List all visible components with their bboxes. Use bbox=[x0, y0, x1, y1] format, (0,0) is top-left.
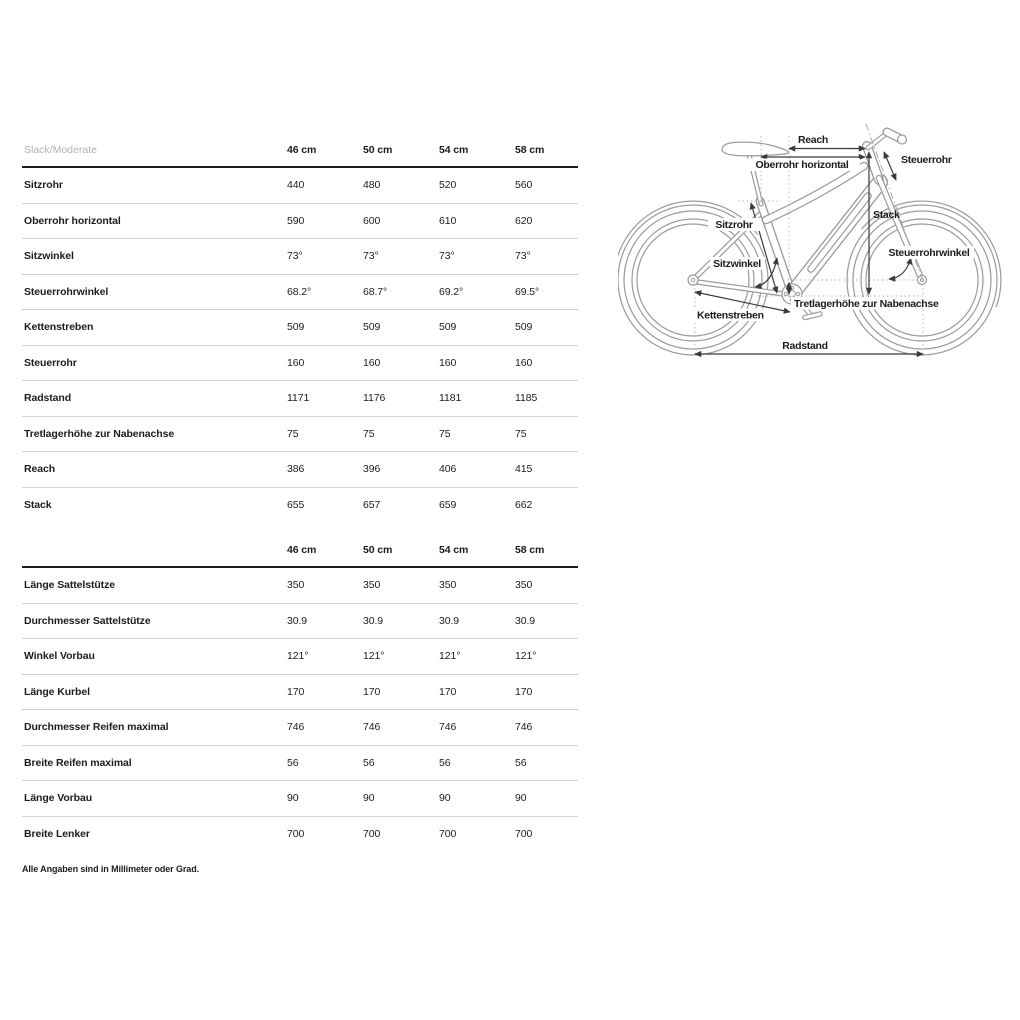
row-value: 600 bbox=[363, 214, 381, 227]
table-row bbox=[22, 239, 578, 275]
table-row bbox=[22, 310, 578, 346]
table-row bbox=[22, 639, 578, 675]
row-value: 75 bbox=[287, 427, 299, 440]
row-label: Kettenstreben bbox=[24, 321, 94, 334]
saddle-drawing bbox=[722, 142, 788, 156]
row-label: Länge Sattelstütze bbox=[24, 579, 115, 592]
row-value: 509 bbox=[439, 321, 457, 334]
row-value: 662 bbox=[515, 499, 533, 512]
oberrohr-label: Oberrohr horizontal bbox=[755, 159, 849, 171]
table-row bbox=[22, 452, 578, 488]
kettenstreben-label: Kettenstreben bbox=[697, 309, 764, 322]
row-value: 700 bbox=[515, 828, 533, 841]
size-header: 58 cm bbox=[515, 543, 545, 556]
size-header: 58 cm bbox=[515, 143, 545, 156]
row-value: 73° bbox=[363, 250, 379, 263]
tretlagerhoehe-label: Tretlagerhöhe zur Nabenachse bbox=[794, 298, 939, 310]
row-value: 170 bbox=[287, 685, 305, 698]
row-value: 75 bbox=[515, 427, 527, 440]
steuerrohr-arrow bbox=[884, 152, 896, 180]
row-label: Reach bbox=[24, 463, 56, 476]
row-value: 30.9 bbox=[287, 614, 308, 627]
table-row bbox=[22, 381, 578, 417]
table-row bbox=[22, 488, 578, 524]
row-label: Breite Reifen maximal bbox=[24, 756, 132, 769]
row-label: Tretlagerhöhe zur Nabenachse bbox=[24, 427, 175, 440]
row-value: 170 bbox=[439, 685, 457, 698]
stack-label: Stack bbox=[873, 209, 900, 221]
row-value: 1185 bbox=[515, 392, 538, 405]
row-value: 56 bbox=[287, 756, 299, 769]
size-header: 54 cm bbox=[439, 543, 469, 556]
table-row bbox=[22, 675, 578, 711]
handlebar-drawing bbox=[868, 132, 907, 148]
row-label: Steuerrohrwinkel bbox=[24, 285, 109, 298]
table-row bbox=[22, 275, 578, 311]
row-label: Sitzrohr bbox=[24, 179, 63, 192]
row-value: 56 bbox=[363, 756, 375, 769]
row-value: 655 bbox=[287, 499, 305, 512]
row-value: 68.2° bbox=[287, 285, 312, 298]
sitzwinkel-label: Sitzwinkel bbox=[713, 258, 761, 270]
row-value: 30.9 bbox=[439, 614, 460, 627]
row-label: Winkel Vorbau bbox=[24, 650, 95, 663]
table-row bbox=[22, 710, 578, 746]
size-header: 46 cm bbox=[287, 543, 317, 556]
row-label: Steuerrohr bbox=[24, 356, 77, 369]
components-table bbox=[22, 533, 578, 852]
row-value: 350 bbox=[439, 579, 457, 592]
row-value: 160 bbox=[287, 356, 305, 369]
row-label: Durchmesser Reifen maximal bbox=[24, 721, 169, 734]
row-value: 73° bbox=[439, 250, 455, 263]
row-label: Durchmesser Sattelstütze bbox=[24, 614, 151, 627]
row-value: 415 bbox=[515, 463, 533, 476]
row-label: Breite Lenker bbox=[24, 828, 90, 841]
row-value: 69.2° bbox=[439, 285, 464, 298]
row-value: 121° bbox=[439, 650, 461, 663]
size-header: 50 cm bbox=[363, 143, 393, 156]
row-value: 69.5° bbox=[515, 285, 540, 298]
size-header: 50 cm bbox=[363, 543, 393, 556]
row-value: 396 bbox=[363, 463, 381, 476]
row-value: 121° bbox=[515, 650, 537, 663]
row-value: 73° bbox=[515, 250, 531, 263]
table-row bbox=[22, 568, 578, 604]
row-value: 75 bbox=[363, 427, 375, 440]
row-value: 73° bbox=[287, 250, 303, 263]
row-value: 700 bbox=[439, 828, 457, 841]
row-label: Länge Vorbau bbox=[24, 792, 93, 805]
row-value: 121° bbox=[363, 650, 385, 663]
row-value: 520 bbox=[439, 179, 457, 192]
size-header: 54 cm bbox=[439, 143, 469, 156]
row-value: 90 bbox=[515, 792, 527, 805]
row-value: 121° bbox=[287, 650, 309, 663]
row-label: Sitzwinkel bbox=[24, 250, 74, 263]
row-value: 590 bbox=[287, 214, 305, 227]
steuerrohr-label: Steuerrohr bbox=[901, 154, 952, 166]
row-value: 620 bbox=[515, 214, 533, 227]
row-value: 509 bbox=[287, 321, 305, 334]
variant-label: Slack/Moderate bbox=[24, 143, 97, 156]
row-value: 160 bbox=[439, 356, 457, 369]
row-value: 509 bbox=[515, 321, 533, 334]
bike-geometry-diagram bbox=[618, 106, 1020, 368]
row-value: 160 bbox=[515, 356, 533, 369]
row-value: 509 bbox=[363, 321, 381, 334]
table-row bbox=[22, 346, 578, 382]
geometry-table-header bbox=[22, 133, 578, 168]
row-value: 350 bbox=[515, 579, 533, 592]
units-footnote: Alle Angaben sind in Millimeter oder Grad. bbox=[22, 864, 199, 874]
row-value: 56 bbox=[439, 756, 451, 769]
table-row bbox=[22, 604, 578, 640]
row-value: 170 bbox=[363, 685, 381, 698]
row-value: 75 bbox=[439, 427, 451, 440]
row-value: 90 bbox=[363, 792, 375, 805]
row-value: 1181 bbox=[439, 392, 462, 405]
table-row bbox=[22, 817, 578, 853]
row-value: 350 bbox=[363, 579, 381, 592]
table-row bbox=[22, 746, 578, 782]
sitzrohr-label: Sitzrohr bbox=[715, 219, 753, 231]
row-value: 160 bbox=[363, 356, 381, 369]
row-value: 56 bbox=[515, 756, 527, 769]
table-row bbox=[22, 204, 578, 240]
steuerrohrwinkel-label: Steuerrohrwinkel bbox=[888, 247, 970, 259]
table-row bbox=[22, 168, 578, 204]
row-value: 440 bbox=[287, 179, 305, 192]
radstand-label: Radstand bbox=[782, 340, 828, 352]
row-value: 406 bbox=[439, 463, 457, 476]
row-value: 657 bbox=[363, 499, 381, 512]
row-value: 659 bbox=[439, 499, 457, 512]
row-value: 386 bbox=[287, 463, 305, 476]
reach-label: Reach bbox=[797, 134, 829, 146]
row-value: 746 bbox=[439, 721, 457, 734]
table-row bbox=[22, 781, 578, 817]
row-value: 30.9 bbox=[363, 614, 384, 627]
row-value: 1176 bbox=[363, 392, 386, 405]
row-value: 610 bbox=[439, 214, 457, 227]
row-value: 560 bbox=[515, 179, 533, 192]
row-value: 746 bbox=[515, 721, 533, 734]
table-row bbox=[22, 417, 578, 453]
components-table-header bbox=[22, 533, 578, 568]
row-value: 68.7° bbox=[363, 285, 388, 298]
row-value: 1171 bbox=[287, 392, 310, 405]
row-value: 170 bbox=[515, 685, 533, 698]
row-value: 90 bbox=[287, 792, 299, 805]
row-value: 746 bbox=[287, 721, 305, 734]
row-value: 480 bbox=[363, 179, 381, 192]
steuerrohrwinkel-arc bbox=[889, 258, 911, 279]
row-value: 350 bbox=[287, 579, 305, 592]
row-label: Stack bbox=[24, 499, 52, 512]
row-value: 30.9 bbox=[515, 614, 536, 627]
row-value: 746 bbox=[363, 721, 381, 734]
row-label: Länge Kurbel bbox=[24, 685, 90, 698]
row-value: 90 bbox=[439, 792, 451, 805]
row-label: Oberrohr horizontal bbox=[24, 214, 121, 227]
size-header: 46 cm bbox=[287, 143, 317, 156]
row-value: 700 bbox=[287, 828, 305, 841]
row-label: Radstand bbox=[24, 392, 72, 405]
row-value: 700 bbox=[363, 828, 381, 841]
geometry-table bbox=[22, 133, 578, 523]
